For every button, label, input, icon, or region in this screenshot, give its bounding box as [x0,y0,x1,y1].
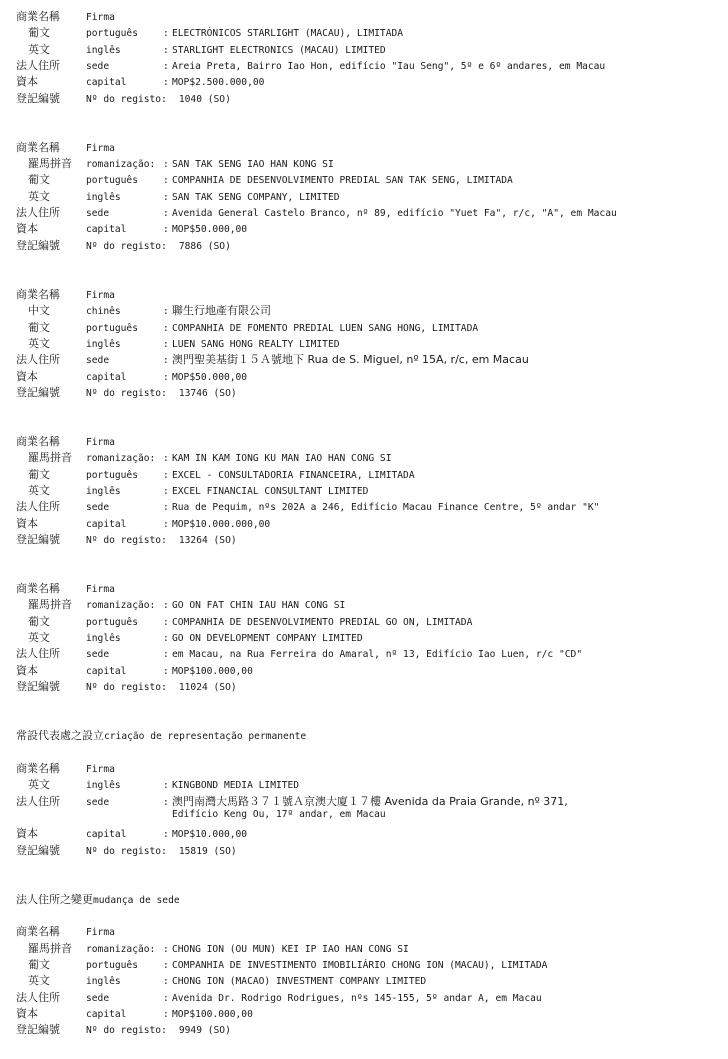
field-label-zh: 葡文 [28,614,50,628]
field-value: 9949 (SO) [178,1025,231,1037]
record-row [16,368,716,384]
field-label-zh: 登記編號 [16,91,60,105]
registry-record [16,139,716,253]
section-heading-pt: criação de representação permanente [104,731,307,743]
spacer [16,400,716,433]
field-label-pt: sede [86,208,110,220]
field-label-pt: sede [86,61,110,73]
field-value: STARLIGHT ELECTRONICS (MACAU) LIMITED [172,44,386,56]
field-label-pt: Firma [86,12,115,23]
field-value: MOP$100.000,00 [172,665,253,677]
field-separator: : [163,502,169,514]
registry-record [16,580,716,694]
record-row [16,449,716,465]
spacer [16,694,716,727]
field-label-pt: Nº do registo: [86,387,167,399]
field-label-zh: 英文 [28,189,50,203]
field-label-pt: Firma [86,927,115,939]
field-value: KAM IN KAM IONG KU MAN IAO HAN CONG SI [172,453,392,465]
record-row [16,139,716,155]
record-row [16,188,716,204]
field-label-zh: 商業名稱 [16,582,60,596]
record-row [16,989,716,1005]
field-label-pt: Firma [86,763,115,775]
record-row [16,286,716,302]
field-separator: : [163,959,169,971]
field-label-zh: 葡文 [28,26,50,40]
field-label-pt: romanização: [86,159,156,171]
field-label-pt: inglês [86,338,121,350]
field-label-zh: 羅馬拼音 [28,451,72,465]
field-separator: : [163,649,169,661]
field-label-pt: Firma [86,142,115,154]
field-value: MOP$2.500.000,00 [172,77,265,89]
record-row [16,302,716,318]
record-row [16,940,716,956]
field-label-zh: 法人住所 [16,353,60,367]
field-separator: : [163,1008,169,1020]
registry-record [16,760,716,858]
field-label-zh: 資本 [16,663,38,677]
field-value: em Macau, na Rua Ferreira do Amaral, nº 13, Edifício Iao Luen, r/c "CD" [172,649,583,661]
field-label-zh: 登記編號 [16,385,60,399]
field-label-pt: inglês [86,633,121,645]
field-label-pt: Nº do registo: [86,1025,167,1037]
field-value: Areia Preta, Bairro Iao Hon, edifício "Iau Seng", 5º e 6º andares, em Macau [172,61,606,73]
field-value: COMPANHIA DE FOMENTO PREDIAL LUEN SANG HONG, LIMITADA [172,322,479,334]
record-row [16,1005,716,1021]
field-label-pt: inglês [86,44,121,56]
field-label-zh: 登記編號 [16,680,60,694]
field-value: MOP$10.000.000,00 [172,518,271,530]
field-separator: : [163,829,169,841]
field-value: Edifício Keng Ou, 17º andar, em Macau [172,808,386,820]
registry-document [16,8,716,1038]
field-value: COMPANHIA DE INVESTIMENTO IMOBILIÁRIO CHONG ION (MACAU), LIMITADA [172,959,548,971]
field-value: KINGBOND MEDIA LIMITED [172,780,300,792]
record-row [16,482,716,498]
field-label-zh: 羅馬拼音 [28,598,72,612]
field-label-zh: 商業名稱 [16,761,60,775]
record-row [16,956,716,972]
field-label-pt: capital [86,77,127,89]
field-separator: : [163,61,169,73]
field-label-pt: português [86,959,138,971]
field-label-zh: 葡文 [28,173,50,187]
field-label-pt: chinês [86,306,121,318]
field-value: SAN TAK SENG IAO HAN KONG SI [172,159,334,171]
field-value: COMPANHIA DE DESENVOLVIMENTO PREDIAL SAN TAK SENG, LIMITADA [172,175,513,187]
registry-record [16,433,716,547]
field-label-pt: inglês [86,780,121,792]
spacer [16,858,716,891]
field-separator: : [163,44,169,56]
field-value: 1040 (SO) [178,93,231,105]
record-row [16,662,716,678]
field-label-zh: 商業名稱 [16,140,60,154]
record-row [16,580,716,596]
field-label-pt: sede [86,992,110,1004]
field-label-zh: 商業名稱 [16,925,60,939]
field-label-pt: inglês [86,976,121,988]
field-label-pt: português [86,28,138,40]
section [16,891,716,1038]
record-row [16,531,716,547]
record-row [16,842,716,858]
section-heading [16,891,716,907]
field-label-pt: capital [86,518,127,530]
field-label-pt: sede [86,355,110,367]
field-value: SAN TAK SENG COMPANY, LIMITED [172,191,340,203]
record-row [16,793,716,809]
field-separator: : [163,306,169,318]
field-label-zh: 商業名稱 [16,434,60,448]
field-label-zh: 中文 [28,304,50,318]
field-label-zh: 羅馬拼音 [28,941,72,955]
record-row [16,923,716,939]
field-label-pt: inglês [86,191,121,203]
field-value: Avenida Dr. Rodrigo Rodrigues, nºs 145-155, 5º andar A, em Macau [172,992,542,1004]
field-label-pt: sede [86,796,110,808]
field-label-zh: 登記編號 [16,533,60,546]
field-separator: : [163,616,169,628]
section [16,727,716,890]
field-separator: : [163,665,169,677]
field-value: 15819 (SO) [178,845,237,857]
field-separator: : [163,371,169,383]
field-label-zh: 英文 [28,42,50,56]
record-row [16,645,716,661]
field-label-zh: 英文 [28,974,50,988]
field-value: EXCEL - CONSULTADORIA FINANCEIRA, LIMITADA [172,469,415,481]
field-value: Avenida General Castelo Branco, nº 89, edifício "Yuet Fa", r/c, "A", em Macau [172,208,617,220]
field-label-pt: Nº do registo: [86,93,167,105]
field-separator: : [163,77,169,89]
field-separator: : [163,208,169,220]
field-value: MOP$50.000,00 [172,224,248,236]
spacer [16,743,716,759]
registry-record [16,923,716,1037]
record-row [16,171,716,187]
section [16,8,716,727]
field-separator: : [163,453,169,465]
field-value: COMPANHIA DE DESENVOLVIMENTO PREDIAL GO ON, LIMITADA [172,616,473,628]
field-value: EXCEL FINANCIAL CONSULTANT LIMITED [172,485,369,497]
field-separator: : [163,322,169,334]
record-row [16,776,716,792]
field-label-pt: português [86,469,138,481]
record-row [16,155,716,171]
field-label-zh: 英文 [28,483,50,497]
record-row [16,319,716,335]
field-label-pt: capital [86,829,127,841]
record-row [16,237,716,253]
registry-record [16,8,716,106]
field-label-zh: 法人住所 [16,647,60,661]
section-heading-zh: 法人住所之變更 [16,892,93,906]
record-row [16,57,716,73]
field-separator: : [163,159,169,171]
field-label-pt: capital [86,1008,127,1020]
field-separator: : [163,976,169,988]
field-label-pt: português [86,616,138,628]
field-label-zh: 資本 [16,222,38,236]
field-label-zh: 登記編號 [16,1023,60,1037]
spacer [16,907,716,923]
field-value: 11024 (SO) [178,682,237,694]
field-value: LUEN SANG HONG REALTY LIMITED [172,338,340,350]
field-label-pt: Nº do registo: [86,240,167,252]
field-value: MOP$10.000,00 [172,829,248,841]
field-separator: : [163,175,169,187]
field-label-pt: Firma [86,584,115,596]
record-row [16,220,716,236]
record-row [16,41,716,57]
field-label-pt: romanização: [86,943,156,955]
section-heading-zh: 常設代表處之設立 [16,729,104,743]
field-value: 7886 (SO) [178,240,231,252]
field-separator: : [163,600,169,612]
record-row [16,335,716,351]
field-label-zh: 英文 [28,778,50,792]
field-label-zh: 法人住所 [16,206,60,220]
field-label-pt: capital [86,371,127,383]
field-label-pt: português [86,175,138,187]
record-row [16,760,716,776]
field-value: CHONG ION (OU MUN) KEI IP IAO HAN CONG SI [172,943,409,955]
field-label-zh: 英文 [28,336,50,350]
spacer [16,547,716,580]
field-label-zh: 法人住所 [16,500,60,514]
field-value: GO ON DEVELOPMENT COMPANY LIMITED [172,633,363,645]
field-label-pt: sede [86,502,110,514]
record-row [16,351,716,367]
field-value: 13264 (SO) [178,535,237,546]
field-label-zh: 法人住所 [16,990,60,1004]
field-value: MOP$100.000,00 [172,1008,253,1020]
record-row [16,204,716,220]
spacer [16,106,716,139]
field-label-pt: inglês [86,485,121,497]
field-label-pt: Firma [86,436,115,448]
field-separator: : [163,796,169,808]
record-row [16,613,716,629]
field-value: GO ON FAT CHIN IAU HAN CONG SI [172,600,346,612]
field-value: ELECTRÓNICOS STARLIGHT (MACAU), LIMITADA [172,28,404,40]
field-label-pt: Nº do registo: [86,535,167,546]
field-label-zh: 商業名稱 [16,287,60,301]
record-row [16,825,716,841]
field-label-pt: capital [86,665,127,677]
field-label-zh: 登記編號 [16,238,60,252]
field-value: 聯生行地產有限公司 [172,304,271,318]
record-row [16,73,716,89]
field-label-zh: 法人住所 [16,59,60,73]
field-value: 澳門南灣大馬路３７１號Ａ京澳大廈１７樓 Avenida da Praia Grande, nº 371, [172,794,568,808]
record-row [16,90,716,106]
field-value: 澳門聖美基街１５Ａ號地下 Rua de S. Miguel, nº 15A, r/c, em Macau [172,353,529,367]
field-value: CHONG ION (MACAO) INVESTMENT COMPANY LIMITED [172,976,427,988]
field-label-zh: 資本 [16,516,38,530]
field-label-pt: romanização: [86,600,156,612]
section-heading-pt: mudança de sede [93,894,180,906]
field-label-pt: Nº do registo: [86,682,167,694]
record-row [16,384,716,400]
field-label-zh: 葡文 [28,957,50,971]
field-separator: : [163,780,169,792]
record-row [16,466,716,482]
record-row [16,433,716,449]
field-label-zh: 法人住所 [16,794,60,808]
field-value: 13746 (SO) [178,387,237,399]
field-label-pt: sede [86,649,110,661]
field-label-zh: 資本 [16,75,38,89]
record-row [16,498,716,514]
field-label-zh: 葡文 [28,320,50,334]
field-label-pt: romanização: [86,453,156,465]
field-label-zh: 資本 [16,827,38,841]
field-separator: : [163,355,169,367]
field-label-zh: 商業名稱 [16,10,60,23]
field-separator: : [163,943,169,955]
record-row [16,24,716,40]
field-separator: : [163,469,169,481]
field-separator: : [163,485,169,497]
record-row [16,972,716,988]
field-value: MOP$50.000,00 [172,371,248,383]
section-heading [16,727,716,743]
record-row [16,678,716,694]
field-label-zh: 登記編號 [16,843,60,857]
spacer [16,253,716,286]
field-label-pt: Nº do registo: [86,845,167,857]
record-row [16,1021,716,1037]
record-row [16,515,716,531]
registry-record [16,286,716,400]
field-value: Rua de Pequim, nºs 202A a 246, Edifício Macau Finance Centre, 5º andar "K" [172,502,600,514]
field-separator: : [163,191,169,203]
field-separator: : [163,633,169,645]
record-row [16,629,716,645]
field-label-pt: Firma [86,289,115,301]
field-separator: : [163,28,169,40]
field-label-zh: 資本 [16,369,38,383]
field-label-zh: 英文 [28,631,50,645]
field-separator: : [163,518,169,530]
field-label-zh: 羅馬拼音 [28,157,72,171]
field-label-zh: 資本 [16,1006,38,1020]
record-row [16,596,716,612]
field-label-pt: português [86,322,138,334]
field-label-zh: 葡文 [28,467,50,481]
field-separator: : [163,338,169,350]
field-separator: : [163,224,169,236]
field-label-pt: capital [86,224,127,236]
field-separator: : [163,992,169,1004]
record-row [16,8,716,24]
record-row [16,809,716,825]
